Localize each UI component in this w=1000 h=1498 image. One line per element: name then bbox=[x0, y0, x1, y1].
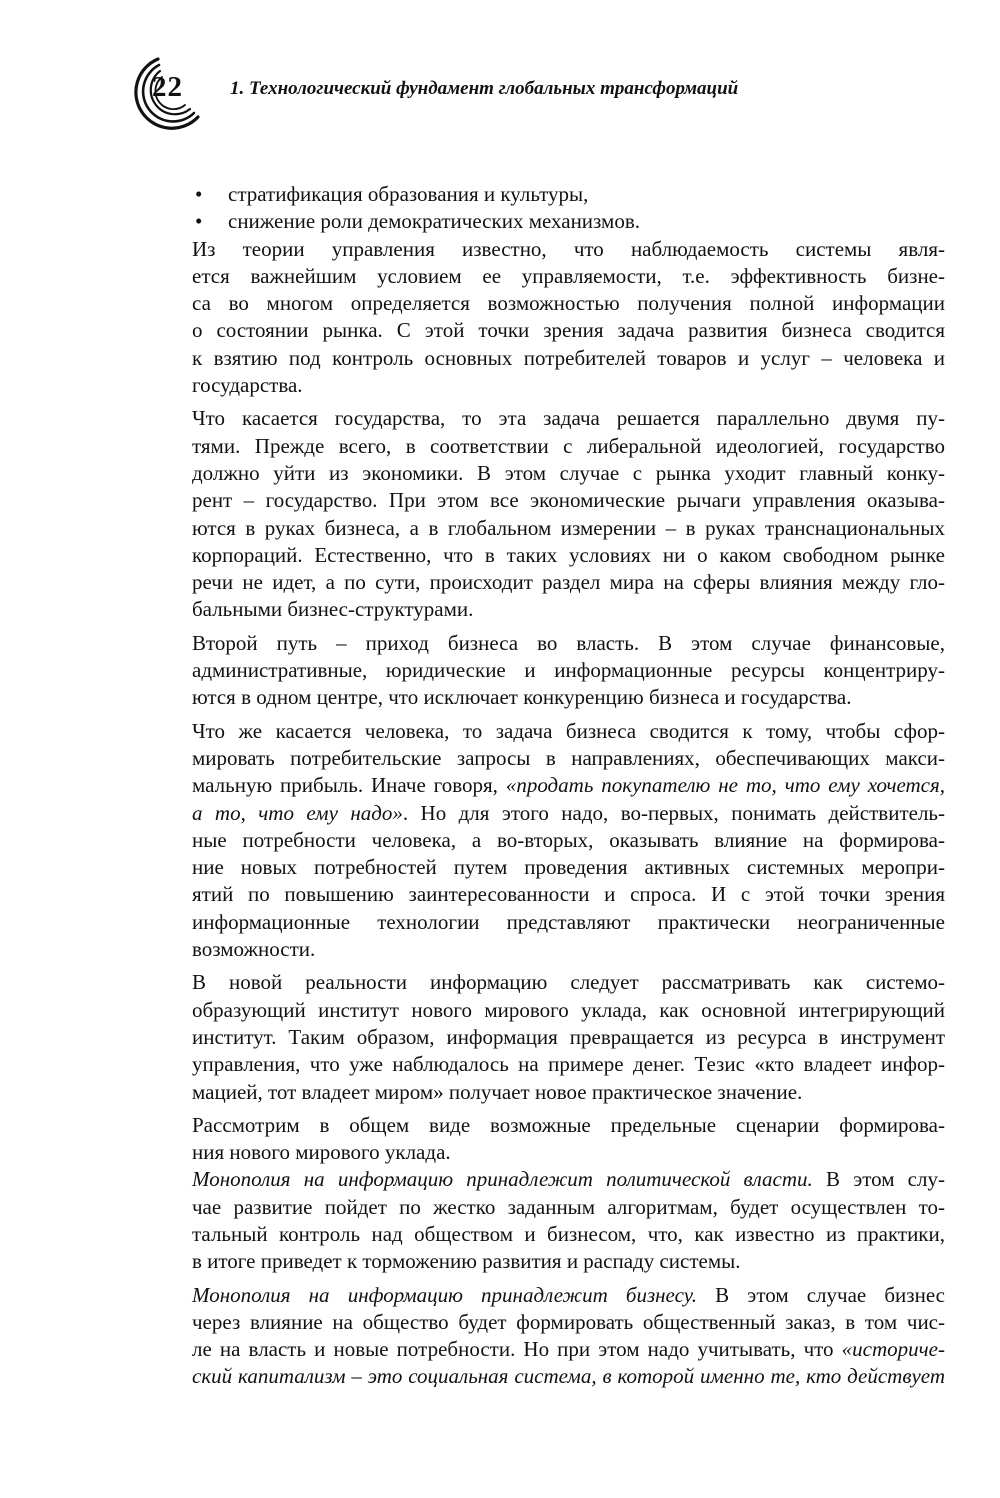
text-line: корпораций. Естественно, что в таких условиях ни о каком свободном рынке bbox=[192, 542, 945, 567]
paragraph bbox=[150, 236, 945, 400]
text-line: административные, юридические и информационные ресурсы концентриру- bbox=[192, 658, 945, 683]
text-line: ния нового мирового уклада. bbox=[192, 1140, 451, 1165]
text-line: ются в одном центре, что исключает конкуренцию бизнеса и государства. bbox=[192, 685, 852, 710]
text-line: образующий институт нового мирового уклада, как основной интегрирующий bbox=[192, 997, 945, 1022]
text-line: Из теории управления известно, что наблюдаемость системы явля- bbox=[192, 236, 945, 261]
text-line: возможности. bbox=[192, 937, 316, 962]
text-line: Второй путь – приход бизнеса во власть. В этом случае финансовые, bbox=[192, 630, 945, 655]
paragraph bbox=[150, 1166, 945, 1275]
text-line: Что же касается человека, то задача бизнеса сводится к тому, чтобы сфор- bbox=[192, 718, 945, 743]
italic-phrase: Монополия на информацию принадлежит бизнесу. bbox=[192, 1282, 698, 1307]
text-line: через влияние на общество будет формировать общественный заказ, в том чис- bbox=[192, 1309, 945, 1334]
text-line: Что касается государства, то эта задача решается параллельно двумя пу- bbox=[192, 406, 945, 431]
italic-phrase: «историче- bbox=[841, 1337, 945, 1362]
text-line: мальную прибыль. Иначе говоря, «продать покупателю не то, что ему хочется, bbox=[192, 773, 946, 798]
text-line: к взятию под контроль основных потребителей товаров и услуг – человека и bbox=[192, 345, 945, 370]
text-line bbox=[150, 1363, 945, 1390]
text-line: в итоге приведет к торможению развития и распаду системы. bbox=[192, 1249, 741, 1274]
text-line: государства. bbox=[192, 373, 303, 398]
list-item: • стратификация образования и культуры, bbox=[150, 181, 945, 208]
bullet-list bbox=[150, 181, 945, 236]
italic-phrase: Монополия на информацию принадлежит политической власти. bbox=[192, 1167, 813, 1192]
list-item: • снижение роли демократических механизмов. bbox=[150, 208, 945, 235]
text-line: Монополия на информацию принадлежит политической власти. В этом слу- bbox=[192, 1167, 945, 1192]
text-line: чае развитие пойдет по жестко заданным алгоритмам, будет осуществлен то- bbox=[192, 1194, 945, 1219]
text-line: должно уйти из экономики. В этом случае с рынка уходит главный конку- bbox=[192, 460, 945, 485]
text-line: са во многом определяется возможностью получения полной информации bbox=[192, 291, 945, 316]
text-line: о состоянии рынка. С этой точки зрения задача развития бизнеса сводится bbox=[192, 318, 945, 343]
body-text bbox=[150, 181, 945, 1391]
bullet-icon: • bbox=[195, 209, 203, 234]
text-line: ется важнейшим условием ее управляемости, т.е. эффективность бизне- bbox=[192, 263, 945, 288]
text-line: Рассмотрим в общем виде возможные предельные сценарии формирова- bbox=[192, 1112, 945, 1137]
text-line: ятий по повышению заинтересованности и спроса. И с этой точки зрения bbox=[192, 882, 945, 907]
italic-phrase: «продать покупателю не то, что ему хочется, bbox=[505, 773, 946, 798]
running-title: 1. Технологический фундамент глобальных трансформаций bbox=[230, 78, 739, 99]
text-line: рент – государство. При этом все экономические рычаги управления оказыва- bbox=[192, 488, 945, 513]
text-line: информационные технологии представляют практически неограниченные bbox=[192, 909, 945, 934]
text-line: ле на власть и новые потребности. Но при этом надо учитывать, что «историче- bbox=[192, 1337, 945, 1362]
text-line: В новой реальности информацию следует рассматривать как системо- bbox=[192, 970, 945, 995]
text-line: ние новых потребностей путем проведения активных системных меропри- bbox=[192, 855, 945, 880]
paragraph bbox=[150, 969, 945, 1105]
text-line: тальный контроль над обществом и бизнесом, что, как известно из практики, bbox=[192, 1221, 945, 1246]
page-number: 22 bbox=[152, 71, 183, 103]
paragraph bbox=[150, 1112, 945, 1167]
italic-phrase: а то, что ему надо» bbox=[192, 800, 403, 825]
text-line: речи не идет, а по сути, происходит раздел мира на сферы влияния между гло- bbox=[192, 570, 945, 595]
text-line: бальными бизнес-структурами. bbox=[192, 597, 474, 622]
text-line: мировать потребительские запросы в направлениях, обеспечивающих макси- bbox=[192, 745, 945, 770]
paragraph bbox=[150, 405, 945, 623]
text-line: Монополия на информацию принадлежит бизнесу. В этом случае бизнес bbox=[192, 1282, 945, 1307]
paragraph bbox=[150, 1282, 945, 1391]
text-line: управления, что уже наблюдалось на примере денег. Тезис «кто владеет инфор- bbox=[192, 1052, 945, 1077]
text-line: ются в руках бизнеса, а в глобальном измерении – в руках транснациональных bbox=[192, 515, 945, 540]
paragraph bbox=[150, 718, 945, 964]
page-header bbox=[128, 55, 908, 140]
text-line: а то, что ему надо». Но для этого надо, во-первых, понимать действитель- bbox=[192, 800, 945, 825]
text-line: ные потребности человека, а во-вторых, оказывать влияние на формирова- bbox=[192, 827, 945, 852]
italic-phrase: ский капитализм – это социальная система, в которой именно те, кто действует bbox=[192, 1364, 945, 1389]
text-line: тями. Прежде всего, в соответствии с либеральной идеологией, государство bbox=[192, 433, 945, 458]
paragraph bbox=[150, 630, 945, 712]
text-line: институт. Таким образом, информация превращается из ресурса в инструмент bbox=[192, 1024, 945, 1049]
text-line: мацией, тот владеет миром» получает новое практическое значение. bbox=[192, 1079, 803, 1104]
bullet-icon: • bbox=[195, 182, 203, 206]
